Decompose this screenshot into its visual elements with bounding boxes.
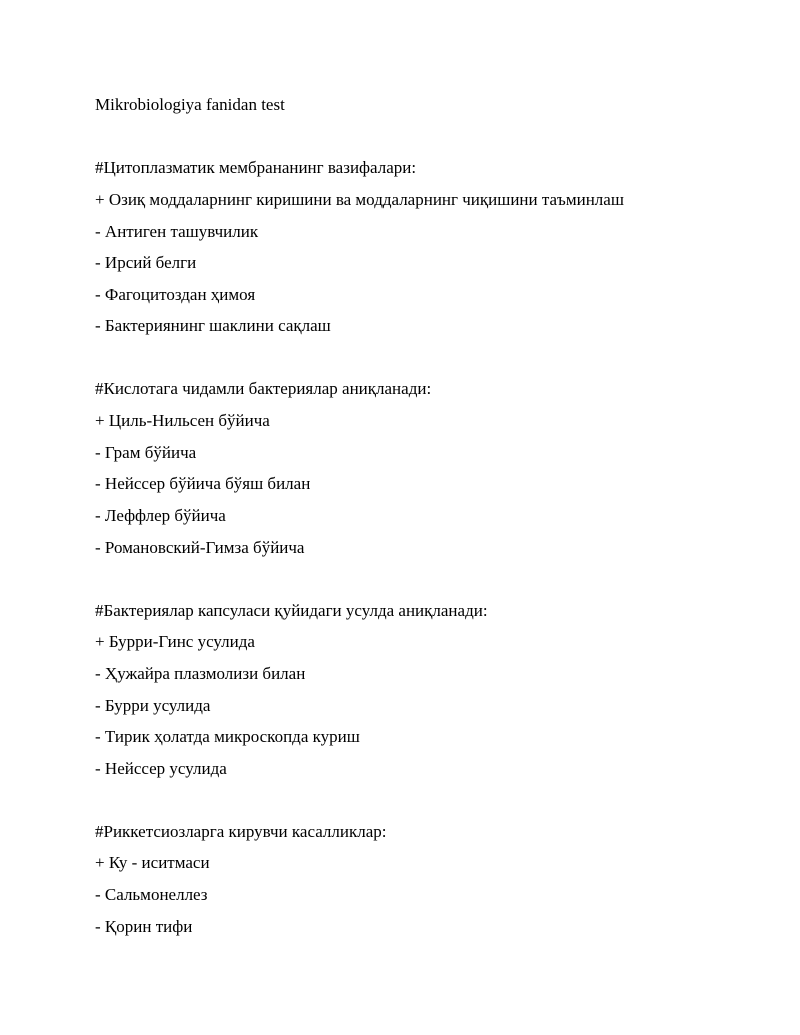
question-2-option-4: - Леффлер бўйича <box>95 506 226 525</box>
document-title: Mikrobiologiya fanidan test <box>95 95 285 114</box>
question-2-option-1: + Циль-Нильсен бўйича <box>95 411 270 430</box>
question-4-text: #Риккетсиозларга кирувчи касалликлар: <box>95 822 387 841</box>
question-3-option-5: - Нейссер усулида <box>95 759 227 778</box>
question-1-option-1: + Озиқ моддаларнинг киришини ва моддаларнинг чиқишини таъминлаш <box>95 190 624 209</box>
question-3-option-1: + Бурри-Гинс усулида <box>95 632 255 651</box>
question-3-option-4: - Тирик ҳолатда микроскопда куриш <box>95 727 360 746</box>
question-2-text: #Кислотага чидамли бактериялар аниқланади: <box>95 379 432 398</box>
question-1-option-2: - Антиген ташувчилик <box>95 222 259 241</box>
question-1-option-5: - Бактериянинг шаклини сақлаш <box>95 316 331 335</box>
question-2-option-5: - Романовский-Гимза бўйича <box>95 538 305 557</box>
question-2-option-3: - Нейссер бўйича бўяш билан <box>95 474 311 493</box>
question-3-text: #Бактериялар капсуласи қуйидаги усулда аниқланади: <box>95 601 488 620</box>
question-3-option-3: - Бурри усулида <box>95 696 211 715</box>
question-1-text: #Цитоплазматик мембрананинг вазифалари: <box>95 158 417 177</box>
question-4-option-3: - Қорин тифи <box>95 917 193 936</box>
question-4-option-1: + Ку - иситмаси <box>95 853 210 872</box>
question-3-option-2: - Ҳужайра плазмолизи билан <box>95 664 306 683</box>
question-2-option-2: - Грам бўйича <box>95 443 197 462</box>
question-1-option-3: - Ирсий белги <box>95 253 197 272</box>
question-4-option-2: - Сальмонеллез <box>95 885 208 904</box>
question-1-option-4: - Фагоцитоздан ҳимоя <box>95 285 256 304</box>
